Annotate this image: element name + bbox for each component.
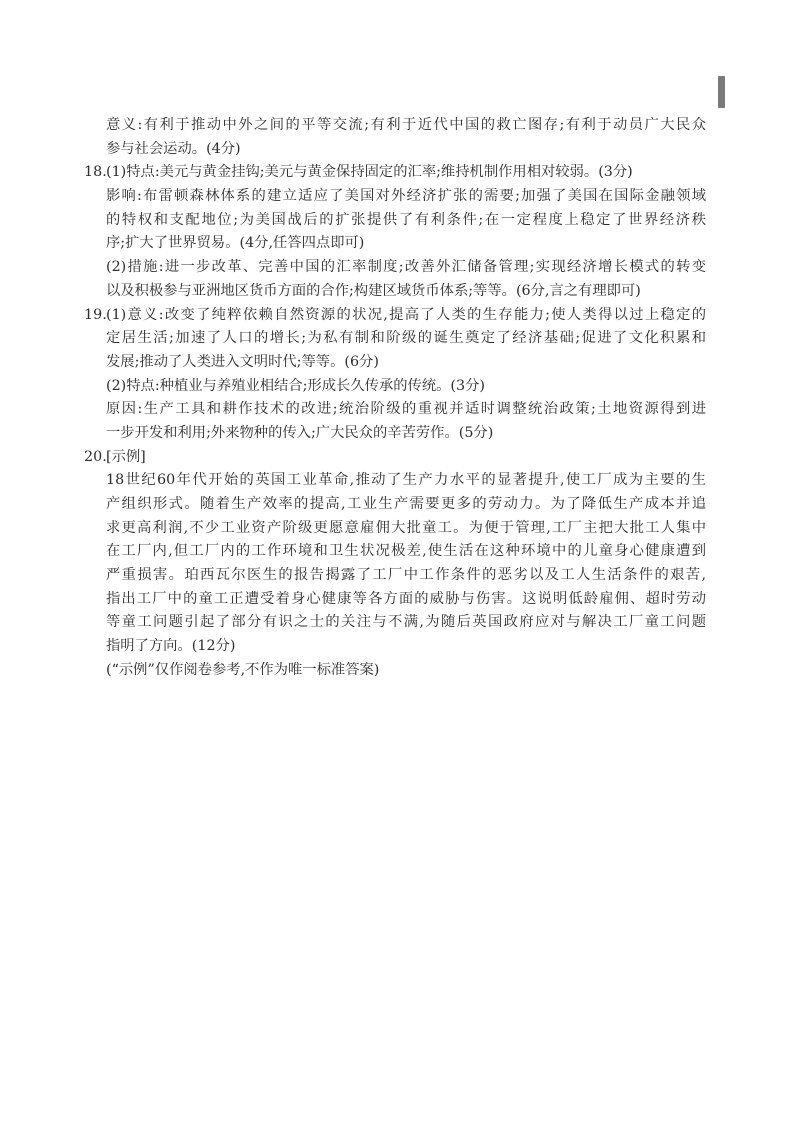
example-heading: [示例] [106,448,146,465]
text-line: 序;扩大了世界贸易。(4分,任答四点即可) [106,235,365,252]
text-line: 意义:有利于推动中外之间的平等交流;有利于近代中国的救亡图存;有利于动员广大民众 [106,117,706,133]
question-18 [84,161,706,303]
page-edge-tab [718,76,725,108]
text-line: 参与社会运动。(4分) [106,140,241,157]
text-line: 发展;推动了人类进入文明时代;等等。(6分) [106,353,379,370]
text-line: (2)特点:种植业与养殖业相结合;形成长久传承的传统。(3分) [106,377,485,394]
text-line: 一步开发和利用;外来物种的传入;广大民众的辛苦劳作。(5分) [106,424,494,441]
text-line: 在工厂内,但工厂内的工作环境和卫生状况极差,使生活在这种环境中的儿童身心健康遭到 [106,543,706,560]
question-number: 20. [84,448,107,465]
example-note: (“示例”仅作阅卷参考,不作为唯一标准答案) [106,661,380,678]
intro-section [106,114,706,161]
question-19 [84,304,706,446]
text-line: 指出工厂中的童工正遭受着身心健康等各方面的威胁与伤害。这说明低龄雇佣、超时劳动 [106,590,706,607]
text-line: 原因:生产工具和耕作技术的改进;统治阶级的重视并适时调整统治政策;土地资源得到进 [106,401,706,418]
text-line: 以及积极参与亚洲地区货币方面的合作;构建区域货币体系;等等。(6分,言之有理即可) [106,282,641,299]
text-line: 指明了方向。(12分) [106,638,236,655]
text-line: 定居生活;加速了人口的增长;为私有制和阶级的诞生奠定了经济基础;促进了文化积累和 [106,330,706,347]
text-line: (1)意义:改变了纯粹依赖自然资源的状况,提高了人类的生存能力;使人类得以过上稳定的 [106,306,706,323]
question-number: 18. [84,164,107,181]
text-line: 严重损害。珀西瓦尔医生的报告揭露了工厂中工作条件的恶劣以及工人生活条件的艰苦, [106,567,706,584]
text-line: 的特权和支配地位;为美国战后的扩张提供了有利条件;在一定程度上稳定了世界经济秩 [106,211,706,228]
text-line: (2)措施:进一步改革、完善中国的汇率制度;改善外汇储备管理;实现经济增长模式的转变 [106,259,706,276]
question-number: 19. [84,306,107,323]
text-line: (1)特点:美元与黄金挂钩;美元与黄金保持固定的汇率;维持机制作用相对较弱。(3分) [106,164,633,181]
text-line: 影响:布雷顿森林体系的建立适应了美国对外经济扩张的需要;加强了美国在国际金融领域 [106,188,706,205]
answer-content [84,114,706,683]
text-line: 等童工问题引起了部分有识之士的关注与不满,为随后英国政府应对与解决工厂童工问题 [106,614,706,631]
question-20 [84,446,706,683]
text-line: 18世纪60年代开始的英国工业革命,推动了生产力水平的显著提升,使工厂成为主要的生 [106,472,706,489]
text-line: 产组织形式。随着生产效率的提高,工业生产需要更多的劳动力。为了降低生产成本并追 [106,496,706,512]
text-line: 求更高利润,不少工业资产阶级更愿意雇佣大批童工。为便于管理,工厂主把大批工人集中 [106,519,706,536]
